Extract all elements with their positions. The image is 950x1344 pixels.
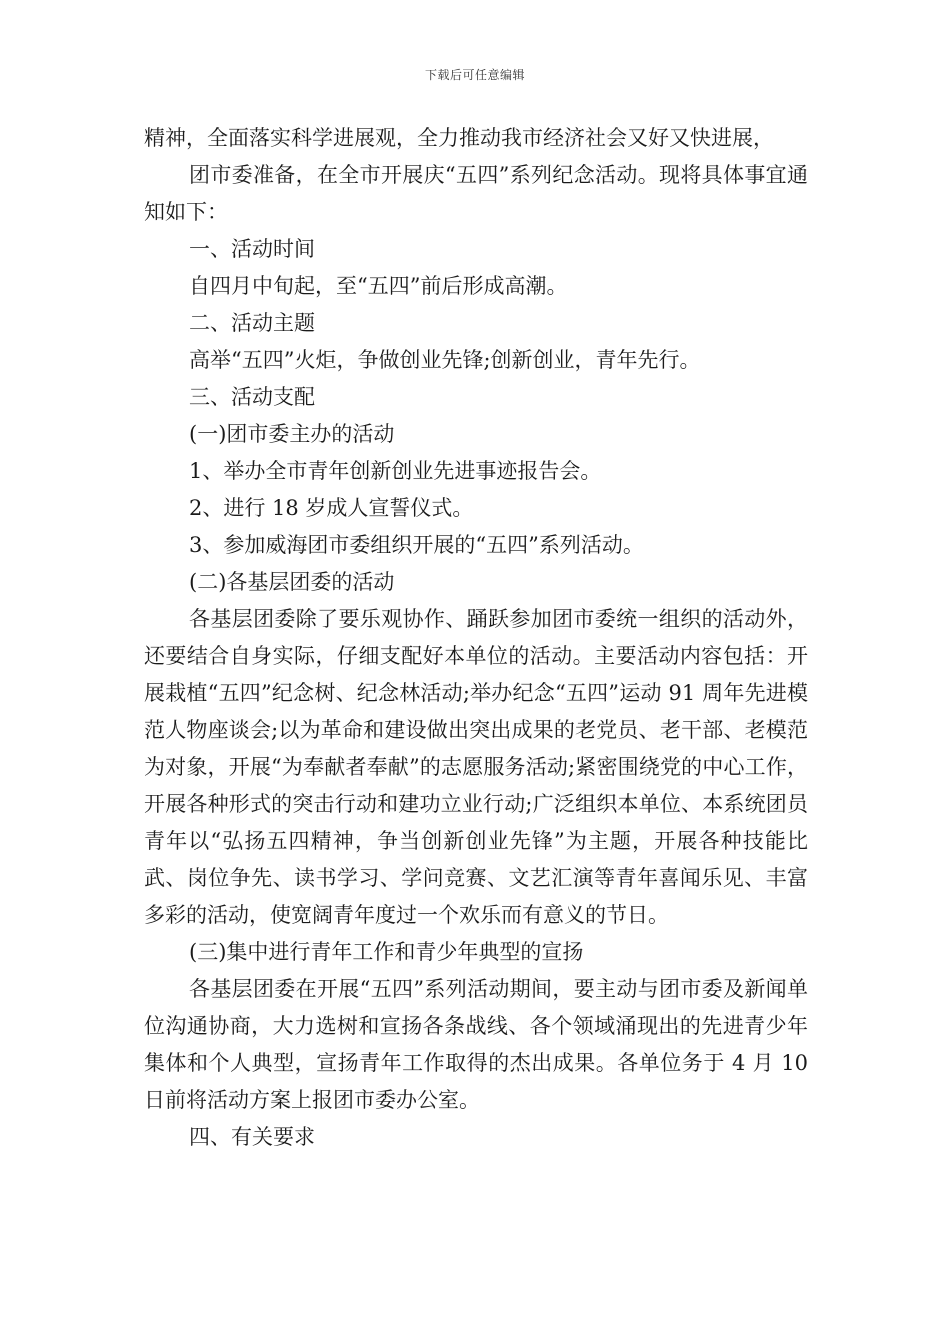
paragraph: 各基层团委除了要乐观协作、踊跃参加团市委统一组织的活动外，还要结合自身实际，仔细支配好本单位的活动。主要活动内容包括：开展栽植“五四”纪念树、纪念林活动;举办纪念“五四”运动 91 周年先进模范人物座谈会;以为革命和建设做出突出成果的老党员、老干部、老模范为对象，开展“为奉献者奉献”的志愿服务活动;紧密围绕党的中心工作，开展各种形式的突击行动和建功立业行动;广泛组织本单位、本系统团员青年以“弘扬五四精神，争当创新创业先锋”为主题，开展各种技能比武、岗位争先、读书学习、学问竞赛、文艺汇演等青年喜闻乐见、丰富多彩的活动，使宽阔青年度过一个欢乐而有意义的节日。 xyxy=(144,607,808,927)
section-heading: 四、有关要求 xyxy=(189,1125,315,1149)
paragraph: 精神，全面落实科学进展观，全力推动我市经济社会又好又快进展， xyxy=(144,126,774,150)
section-heading: 二、活动主题 xyxy=(189,311,315,335)
section-heading: 一、活动时间 xyxy=(189,237,315,261)
subsection-heading: (一)团市委主办的活动 xyxy=(189,422,395,446)
paragraph: 团市委准备，在全市开展庆“五四”系列纪念活动。现将具体事宜通知如下： xyxy=(144,163,808,224)
paragraph: 自四月中旬起，至“五四”前后形成高潮。 xyxy=(189,274,568,298)
list-item: 3、参加威海团市委组织开展的“五四”系列活动。 xyxy=(189,533,644,557)
subsection-heading: (二)各基层团委的活动 xyxy=(189,570,395,594)
list-item: 2、进行 18 岁成人宣誓仪式。 xyxy=(189,496,474,520)
paragraph: 各基层团委在开展“五四”系列活动期间，要主动与团市委及新闻单位沟通协商，大力选树和宣扬各条战线、各个领域涌现出的先进青少年集体和个人典型，宣扬青年工作取得的杰出成果。各单位务于 4 月 10 日前将活动方案上报团市委办公室。 xyxy=(144,977,808,1112)
page-header: 下载后可任意编辑 xyxy=(424,68,525,82)
list-item: 1、举办全市青年创新创业先进事迹报告会。 xyxy=(189,459,602,483)
document-body xyxy=(144,120,808,1156)
subsection-heading: (三)集中进行青年工作和青少年典型的宣扬 xyxy=(189,940,584,964)
section-heading: 三、活动支配 xyxy=(189,385,315,409)
paragraph: 高举“五四”火炬，争做创业先锋;创新创业，青年先行。 xyxy=(189,348,701,372)
